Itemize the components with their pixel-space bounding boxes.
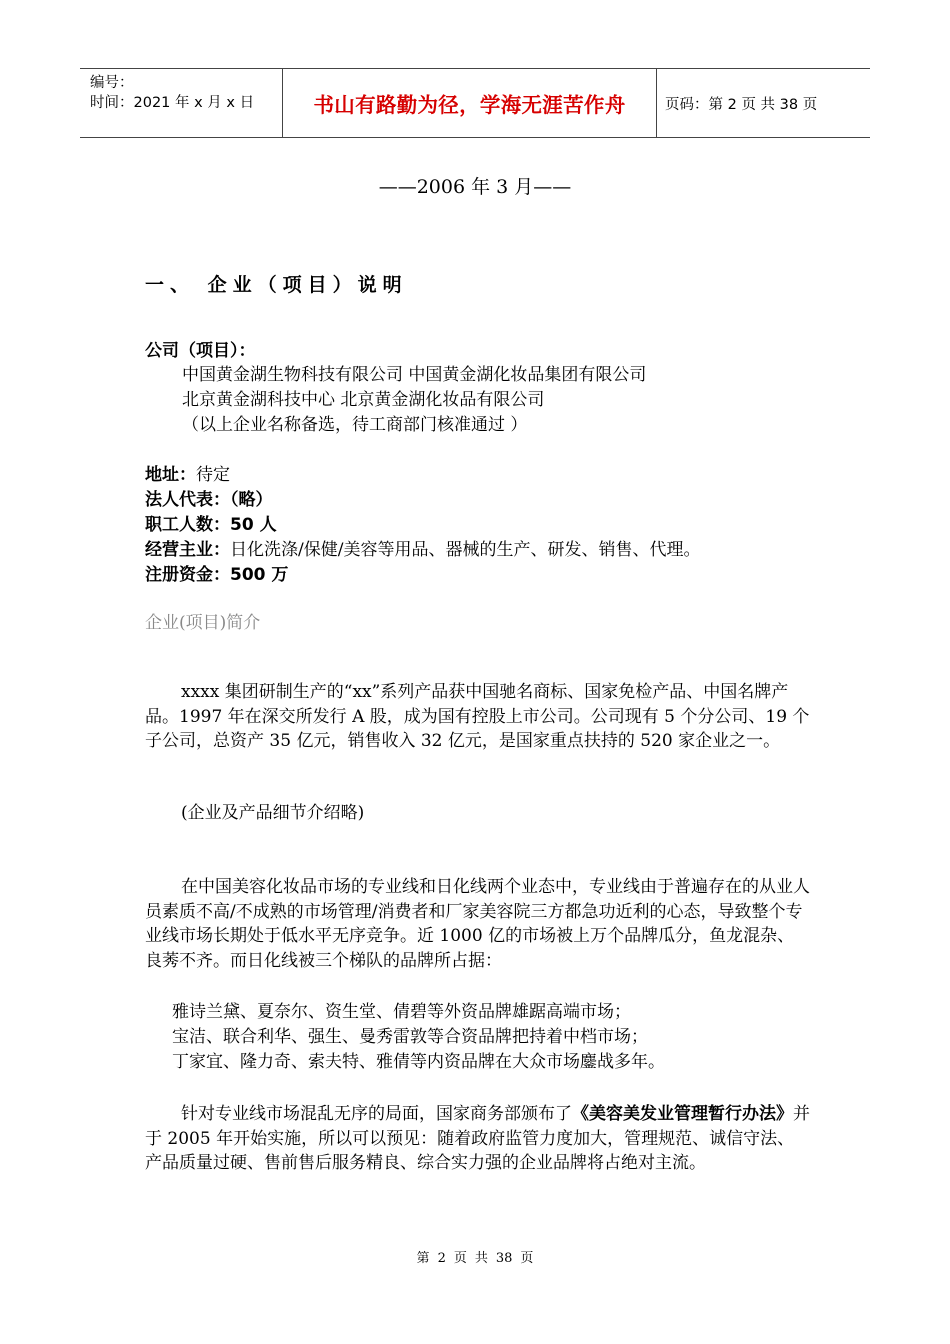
brand-line: 宝洁、联合利华、强生、曼秀雷敦等合资品牌把持着中档市场；	[172, 1027, 648, 1047]
section-title: 一、 企业（项目）说明	[145, 274, 408, 296]
company-line: 中国黄金湖生物科技有限公司 中国黄金湖化妆品集团有限公司	[182, 365, 647, 385]
market-paragraph: 在中国美容化妆品市场的专业线和日化线两个业态中，专业线由于普遍存在的从业人员素质不高/不成熟的市场管理/消费者和厂家美容院三方都急功近利的心态，导致整个专业线市场长期处于低水平无序竞争。近 1000 亿的市场被上万个品牌瓜分，鱼龙混杂、良莠不齐。而日化线被三个梯队的品牌所占据：	[145, 877, 810, 971]
regulation-text: 并于 2005 年开始实施，所以可以预见：随着政府监管力度加大，管理规范、诚信守法、产品质量过硬、售前售后服务精良、综合实力强的企业品牌将占绝对主流。	[145, 1104, 810, 1173]
footer-total-pages: 38	[495, 1251, 513, 1266]
header-table	[80, 68, 870, 138]
regulation-text: 针对专业线市场混乱无序的局面，国家商务部颁布了	[181, 1104, 572, 1124]
info-row-legal-rep	[145, 485, 273, 510]
footer-part: 共	[474, 1251, 488, 1266]
page-label: 页码：第 2 页 共 38 页	[665, 96, 818, 113]
time-label: 时间：2021 年 x 月 x 日	[90, 95, 255, 111]
info-row-staff	[145, 510, 277, 535]
info-value: 日化洗涤/保健/美容等用品、器械的生产、研发、销售、代理。	[230, 540, 701, 560]
info-label: 职工人数：50 人	[145, 515, 277, 535]
company-label: 公司（项目）：	[145, 341, 256, 361]
serial-label: 编号：	[90, 75, 134, 91]
header-page-cell	[657, 69, 870, 137]
header-motto-cell	[282, 69, 657, 137]
footer-part: 第	[416, 1251, 430, 1266]
footer-part: 页	[453, 1251, 467, 1266]
brand-line: 雅诗兰黛、夏奈尔、资生堂、倩碧等外资品牌雄踞高端市场；	[172, 1002, 631, 1022]
details-omitted-note: (企业及产品细节介绍略)	[181, 803, 365, 823]
footer-current-page: 2	[437, 1251, 446, 1266]
info-value: 待定	[196, 465, 230, 485]
footer-part: 页	[520, 1251, 534, 1266]
motto-text: 书山有路勤为径，学海无涯苦作舟	[313, 93, 626, 117]
info-label: 法人代表：（略）	[145, 490, 273, 510]
info-row-capital	[145, 560, 288, 585]
info-label: 地址：	[145, 465, 196, 485]
regulation-title: 《美容美发业管理暂行办法》	[572, 1104, 793, 1124]
info-row-address	[145, 460, 230, 485]
company-line: （以上企业名称备选，待工商部门核准通过 ）	[182, 415, 528, 435]
regulation-paragraph	[145, 1102, 810, 1176]
info-label: 经营主业：	[145, 540, 230, 560]
intro-heading: 企业(项目)简介	[145, 613, 261, 633]
company-line: 北京黄金湖科技中心 北京黄金湖化妆品有限公司	[182, 390, 545, 410]
intro-paragraph: xxxx 集团研制生产的“xx”系列产品获中国驰名商标、国家免检产品、中国名牌产品。1997 年在深交所发行 A 股，成为国有控股上市公司。公司现有 5 个分公司、19 个子公司，总资产 35 亿元，销售收入 32 亿元，是国家重点扶持的 520 家企业之一。	[145, 682, 810, 751]
header-meta-cell	[80, 69, 282, 137]
info-label: 注册资金：500 万	[145, 565, 289, 585]
info-row-business	[145, 535, 700, 560]
date-line: ——2006 年 3 月——	[378, 176, 572, 198]
brand-line: 丁家宜、隆力奇、索夫特、雅倩等内资品牌在大众市场鏖战多年。	[172, 1052, 665, 1072]
page-footer	[0, 1247, 950, 1266]
